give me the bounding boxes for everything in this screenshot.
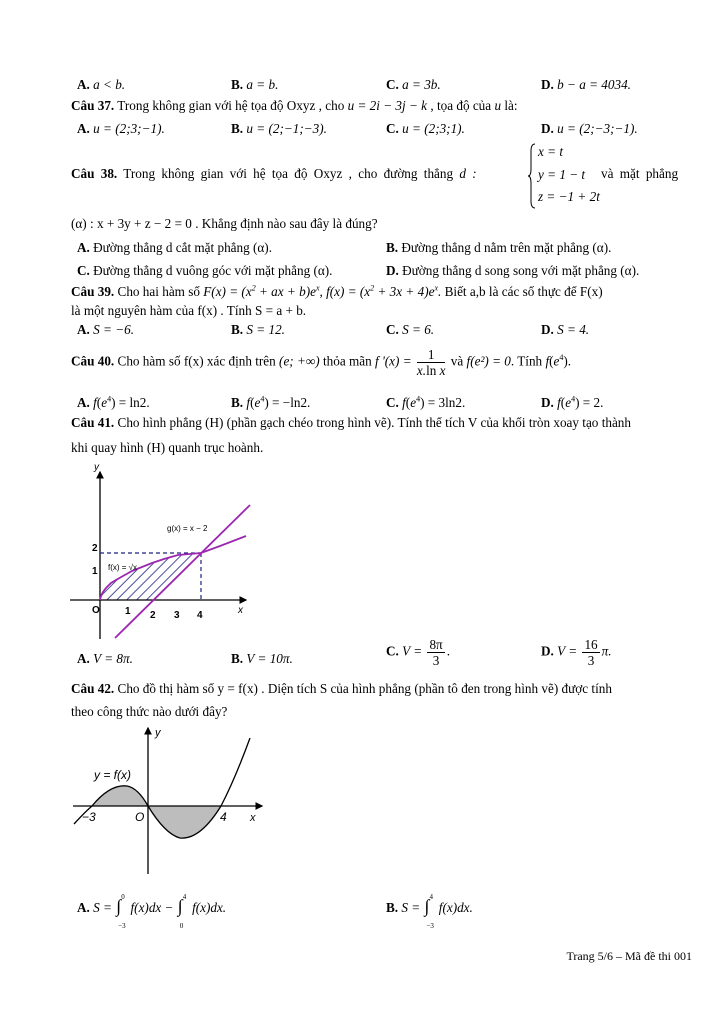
q39-option-b[interactable]: B. S = 12. (231, 322, 285, 337)
system-brace (528, 143, 536, 209)
q41-option-b[interactable]: B. V = 10π. (231, 651, 293, 666)
tick-1: 1 (125, 606, 131, 617)
q41-origin: O (92, 605, 100, 616)
q37-question: Câu 37. Trong không gian với hệ tọa độ Oxyz , cho u = 2i − 3j − k , tọa độ của u là: (71, 98, 518, 113)
q42-option-b[interactable]: B. S = ∫ 4 −3 f(x)dx. (386, 892, 473, 930)
q36-option-b[interactable]: B. a = b. (231, 77, 279, 92)
q38-question-cont: và mặt phẳng (601, 166, 679, 181)
q42-origin: O (135, 810, 145, 824)
tick-3: 3 (174, 610, 180, 621)
g-label: g(x) = x − 2 (167, 524, 208, 533)
q40-option-c[interactable]: C. $f(e^4) = 3\ln 2$. (386, 394, 466, 410)
q42-option-a[interactable]: A. S = ∫ 0 −3 f(x)dx − ∫ 4 0 f(x)dx. (77, 892, 227, 930)
q38-option-d[interactable]: D. Đường thẳng d song song với mặt phẳng (α). (386, 263, 640, 278)
q40-option-a[interactable]: A. $f(e^4) = \ln 2$. (77, 394, 150, 410)
q41-hatched-region (100, 553, 201, 600)
q38-system-line-2: y = 1 − t (538, 167, 586, 182)
q38-option-c[interactable]: C. Đường thẳng d vuông góc với mặt phẳng (α). (77, 263, 333, 278)
integral-sign: ∫ 0 −3 (116, 892, 126, 930)
q41-option-a[interactable]: A. V = 8π. (77, 651, 133, 666)
q38-question: Câu 38. Trong không gian với hệ tọa độ Oxyz , cho đường thẳng d : (71, 166, 477, 181)
q40-option-d[interactable]: D. $f(e^4) = 2$. (541, 394, 604, 410)
q38-system-line-1: x = t (538, 144, 564, 159)
q42-question-cont: theo công thức nào dưới đây? (71, 704, 228, 719)
q40-derivative-fraction: $\frac{1}{\text{x.ln x}}$ (416, 347, 446, 378)
q42-question: Câu 42. Cho đồ thị hàm số y = f(x) . Diện tích S của hình phẳng (phần tô đen trong hình vẽ) được tính (71, 681, 612, 696)
q38-option-b[interactable]: B. Đường thẳng d nằm trên mặt phẳng (α). (386, 240, 612, 255)
q40-option-b[interactable]: B. $f(e^4) = -\ln 2$. (231, 394, 311, 410)
q41-option-c[interactable]: C. V = $\frac{8\pi}{3}$ . (386, 637, 450, 668)
f-label: f(x) = √x (108, 563, 138, 572)
q42-x-label: x (250, 812, 256, 824)
q42-f-label: y = f(x) (94, 768, 132, 782)
tick-y1: 1 (92, 566, 98, 577)
q41-option-d[interactable]: D. V = $\frac{16}{3}$ π. (541, 637, 612, 668)
q38-system-line-3: z = −1 + 2t (538, 189, 600, 204)
q41-graph (70, 458, 260, 640)
integral-sign: ∫ 4 −3 (424, 892, 434, 930)
q41-y-label: y (94, 462, 99, 473)
tick-m3: −3 (82, 810, 96, 824)
q39-question: Câu 39. Cho hai hàm số $F(x) = (x^2$ + ax + $b)e^x$, $f(x) = (x^2 + 3x + 4)e^x$. Biết a,b là các số thực để F(x) (71, 283, 603, 299)
q39-option-a[interactable]: A. S = −6. (77, 322, 135, 337)
page-footer: Trang 5/6 – Mã đề thi 001 (566, 949, 692, 963)
q37-option-a[interactable]: A. u = (2;3;−1). (77, 121, 165, 136)
q40-question: Câu 40. Cho hàm số f(x) xác định trên (e; +∞) thỏa mãn f '(x) = $\frac{1}{\text{x.ln x}}$ và f(e²) = 0. Tính $f(e^4)$. (71, 347, 572, 378)
q39-question-cont: là một nguyên hàm của f(x) . Tính S = a + b. (71, 303, 307, 318)
tick-2: 2 (150, 610, 156, 621)
q36-option-c[interactable]: C. a = 3b. (386, 77, 441, 92)
q41-x-label: x (238, 605, 243, 616)
q42-graph (70, 724, 270, 880)
q41-question: Câu 41. Cho hình phẳng (H) (phần gạch chéo trong hình vẽ). Tính thể tích V của khối tròn xoay tạo thành (71, 415, 631, 430)
q42-y-label: y (155, 727, 161, 739)
q38-plane: (α) : x + 3y + z − 2 = 0 . Khẳng định nào sau đây là đúng? (71, 216, 378, 231)
q36-option-d[interactable]: D. b − a = 4034. (541, 77, 631, 92)
tick-4: 4 (220, 810, 227, 824)
integral-sign: ∫ 4 0 (177, 892, 187, 930)
q39-option-c[interactable]: C. S = 6. (386, 322, 435, 337)
q42-shaded-left (92, 786, 148, 806)
q39-option-d[interactable]: D. S = 4. (541, 322, 590, 337)
tick-4: 4 (197, 610, 203, 621)
tick-y2: 2 (92, 543, 98, 554)
q41-question-cont: khi quay hình (H) quanh trục hoành. (71, 440, 264, 455)
q37-option-b[interactable]: B. u = (2;−1;−3). (231, 121, 327, 136)
q38-option-a[interactable]: A. Đường thẳng d cắt mặt phẳng (α). (77, 240, 272, 255)
q37-option-c[interactable]: C. u = (2;3;1). (386, 121, 465, 136)
q36-option-a[interactable]: A. a < b. (77, 77, 126, 92)
q37-option-d[interactable]: D. u = (2;−3;−1). (541, 121, 638, 136)
